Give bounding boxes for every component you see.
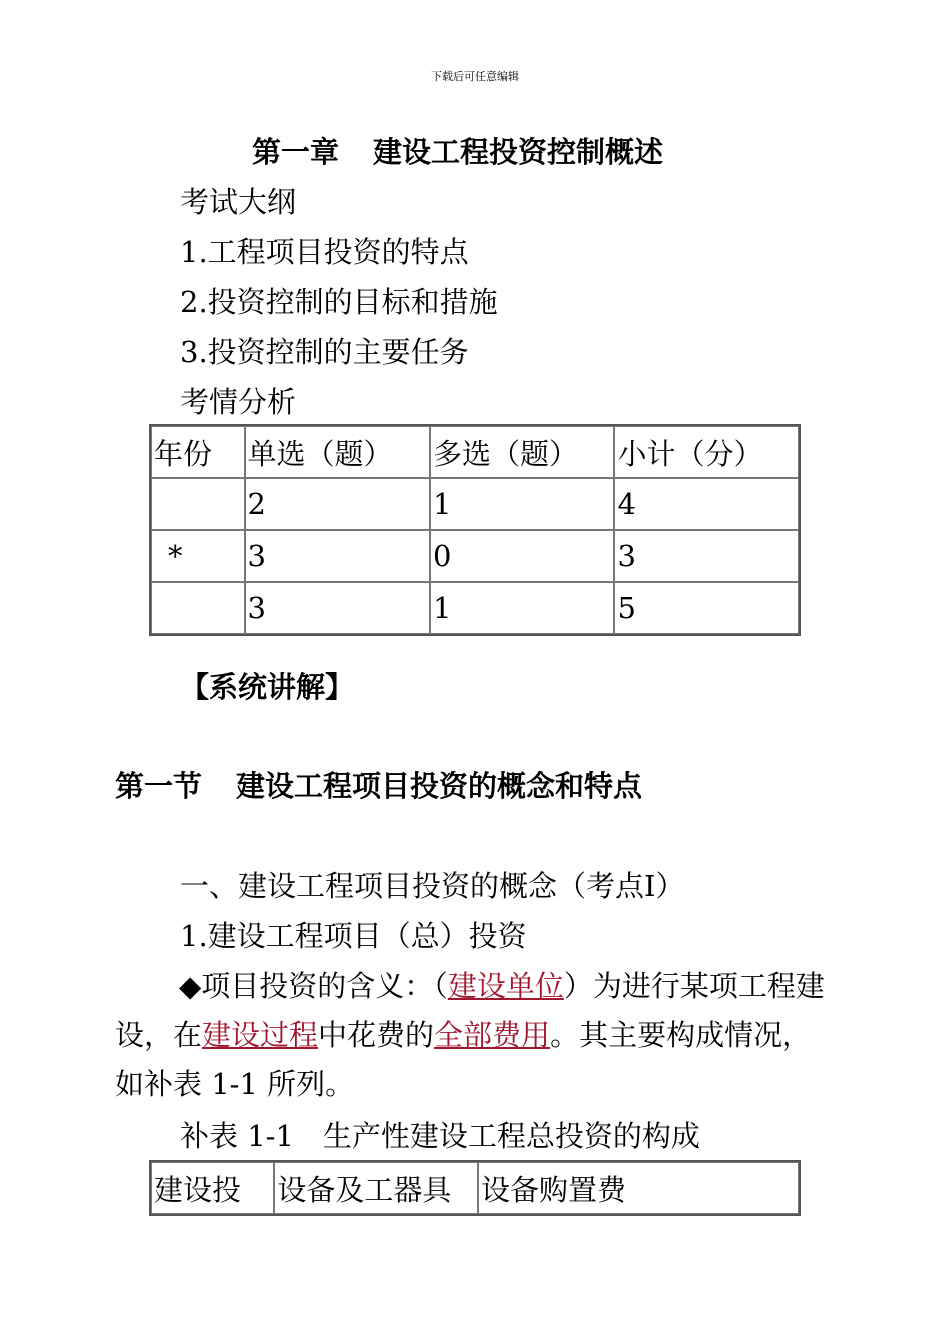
table-row [151,1162,799,1214]
table-cell: * [151,530,245,582]
table-cell: 设备购置费 [478,1162,799,1214]
table-header-row [151,426,799,478]
table-cell: 1 [430,478,614,530]
sub-heading: 1.建设工程项目（总）投资 [180,919,527,953]
highlight-construction-process[interactable]: 建设过程 [202,1018,319,1052]
table-row [151,478,799,530]
section-title [115,768,642,804]
table-cell: 3 [245,530,430,582]
header-subtotal: 小计（分） [614,426,799,478]
paragraph-text: 。其主要构成情况，如补表 1-1 所列。 [115,1018,812,1101]
header-multi-choice: 多选（题） [430,426,614,478]
table-cell: 4 [614,478,799,530]
investment-composition-table [149,1160,801,1216]
table-cell: 2 [245,478,430,530]
chapter-title [252,134,663,170]
header-single-choice: 单选（题） [245,426,430,478]
table-caption: 补表 1-1 生产性建设工程总投资的构成 [180,1119,700,1153]
table-cell: 1 [430,582,614,634]
analysis-title: 考情分析 [180,385,297,419]
table-row [151,582,799,634]
chapter-name: 建设工程投资控制概述 [373,135,664,169]
exam-analysis-table [149,424,801,636]
table-row [151,530,799,582]
table-cell: 5 [614,582,799,634]
table-cell: 建设投 [151,1162,274,1214]
outline-item-1: 1.工程项目投资的特点 [180,235,469,269]
table-cell [151,582,245,634]
highlight-all-costs[interactable]: 全部费用 [434,1018,551,1052]
system-explanation-title: 【系统讲解】 [180,670,355,704]
table-cell: 3 [614,530,799,582]
section-name: 建设工程项目投资的概念和特点 [236,769,643,803]
outline-item-2: 2.投资控制的目标和措施 [180,285,498,319]
chapter-number: 第一章 [252,135,340,169]
paragraph-text: ）为进行某项工程建设，在 [115,969,825,1052]
table-cell: 0 [430,530,614,582]
table-cell [151,478,245,530]
paragraph-text: ◆项目投资的含义：（ [179,969,448,1003]
concept-heading: 一、建设工程项目投资的概念（考点Ⅰ） [180,869,685,903]
definition-paragraph [115,962,825,1109]
outline-item-3: 3.投资控制的主要任务 [180,335,469,369]
section-number: 第一节 [115,769,203,803]
table-cell: 3 [245,582,430,634]
highlight-construction-unit[interactable]: 建设单位 [447,969,564,1003]
outline-title: 考试大纲 [180,185,297,219]
header-year: 年份 [151,426,245,478]
header-note: 下载后可任意编辑 [431,70,519,83]
table-cell: 设备及工器具 [274,1162,478,1214]
paragraph-text: 中花费的 [318,1018,435,1052]
